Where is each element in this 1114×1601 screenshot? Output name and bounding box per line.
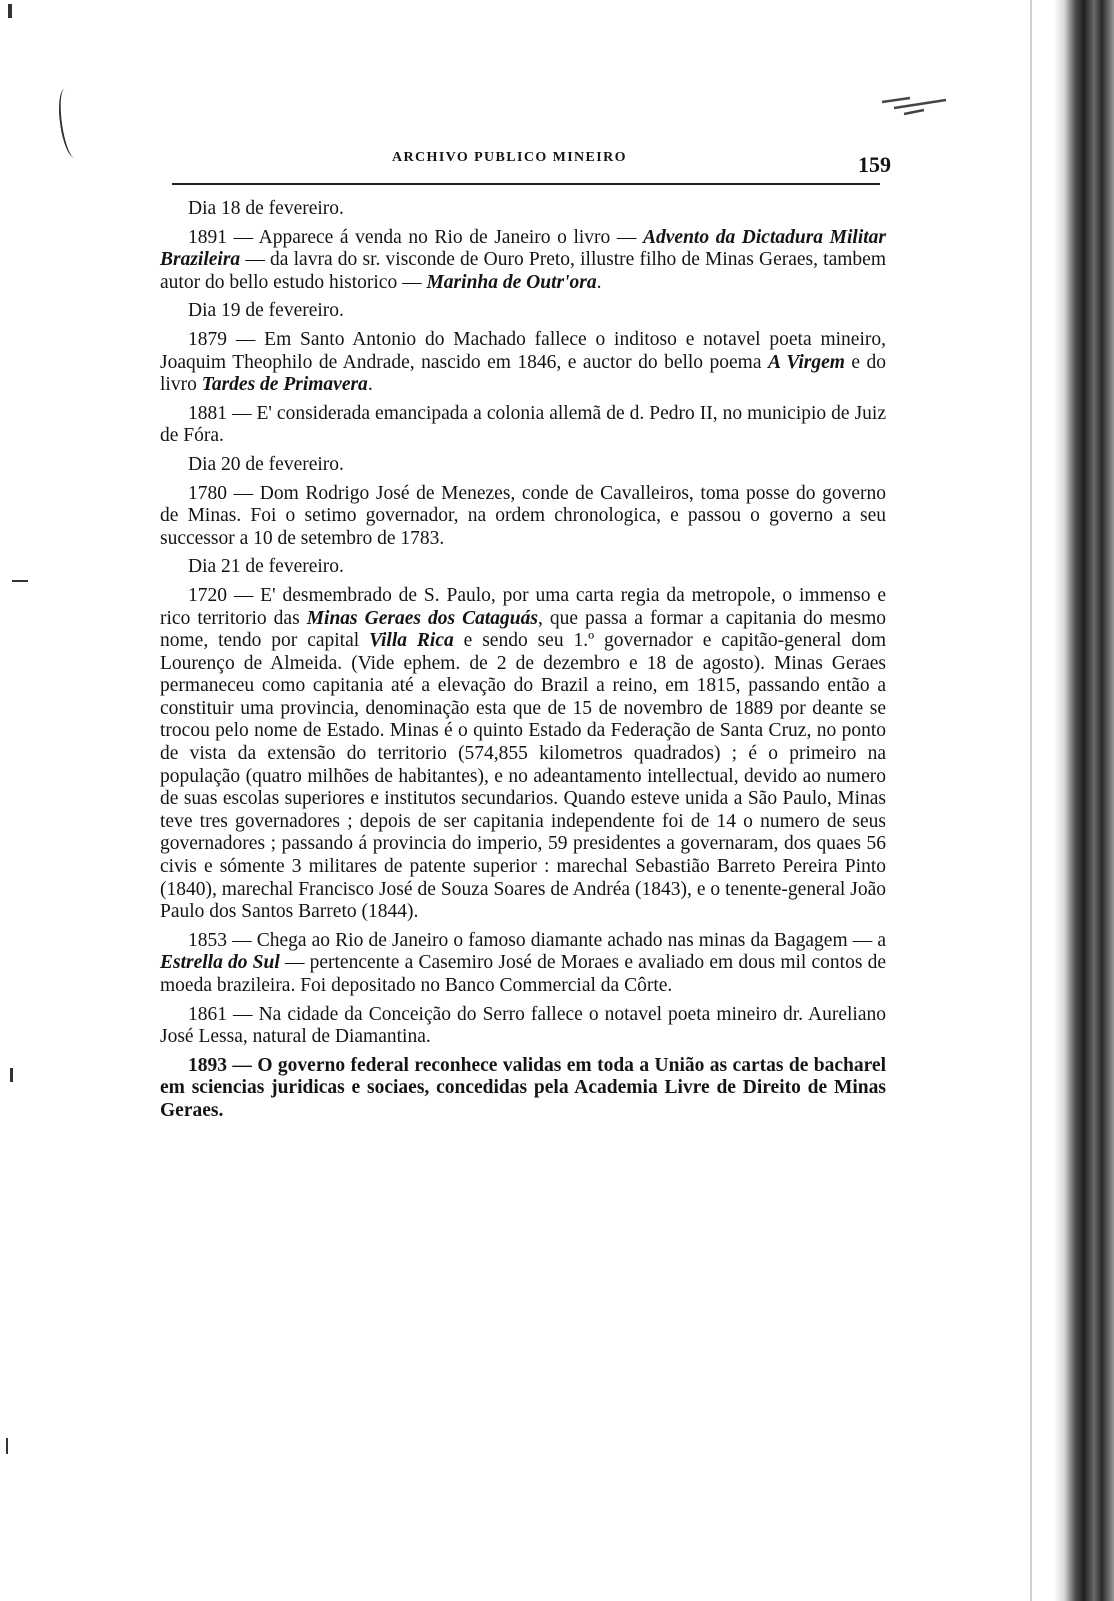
ephemeris-entry: 1879 — Em Santo Antonio do Machado fallece o inditoso e notavel poeta mineiro, Joaquim Theophilo de Andrade, nascido em 1846, e auctor do bello poema A Virgem e do livro Tardes de Primavera.: [160, 328, 887, 396]
ephemeris-entry: 1780 — Dom Rodrigo José de Menezes, conde de Cavalleiros, toma posse do governo de Minas. Foi o setimo governador, na ordem chronologica, e passou o governo a seu successor a 10 de setembro de 1783.: [160, 482, 886, 549]
diamond-name: Estrella do Sul: [160, 952, 280, 974]
gutter-shadow: [1030, 0, 1032, 1601]
book-title: Marinha de Outr'ora: [426, 271, 597, 293]
ephemeris-entry: 1720 — E' desmembrado de S. Paulo, por uma carta regia da metropole, o immenso e rico territorio das Minas Geraes dos Cataguás, que passa a formar a capitania do mesmo nome, tendo por capital Villa Rica e sendo seu 1.º governador e capitão-general dom Lourenço de Almeida. (Vide ephem. de 2 de dezembro e 18 de agosto). Minas Geraes permaneceu como capitania até a elevação do Brazil a reino, em 1815, passando então a constituir uma provincia, denominação esta que de 15 de novembro de 1889 por deante se trocou pelo nome de Estado. Minas é o quinto Estado da Federação de Santa Cruz, no ponto de vista da extensão do territorio (574,855 kilometros quadrados) ; é o primeiro na população (quatro milhões de habitantes), e no adeantamento intellectual, devido ao numero de suas escolas superiores e institutos secundarios. Quando esteve unida a São Paulo, Minas teve tres governadores ; depois de ser capitania independente foi de 14 o numero de seus governadores ; passando á provincia do imperio, 59 presidentes a governaram, dos quaes 56 civis e sómente 3 militares de patente superior : marechal Sebastião Barreto Pereira Pinto (1840), marechal Francisco José de Souza Soares de Andréa (1843), e o tenente-general João Paulo dos Santos Barreto (1844).: [160, 584, 887, 923]
ephemeris-entry: 1881 — E' considerada emancipada a colonia allemã de d. Pedro II, no municipio de Juiz de Fóra.: [160, 402, 886, 447]
ephemeris-entry: 1861 — Na cidade da Conceição do Serro fallece o notavel poeta mineiro dr. Aureliano José Lessa, natural de Diamantina.: [160, 1003, 886, 1048]
book-title: Tardes de Primavera: [201, 374, 368, 396]
day-heading: Dia 21 de fevereiro.: [188, 556, 344, 578]
pencil-mark: [55, 87, 85, 159]
day-heading: Dia 18 de fevereiro.: [188, 198, 344, 219]
margin-speck: [12, 580, 28, 582]
margin-speck: [8, 4, 12, 18]
book-title: A Virgem: [767, 351, 845, 373]
ephemeris-entry: 1891 — Apparece á venda no Rio de Janeiro o livro — Advento da Dictadura Militar Brazileira — da lavra do sr. visconde de Ouro Preto, illustre filho de Minas Geraes, tambem autor do bello estudo historico — Marinha de Outr'ora.: [160, 226, 886, 293]
ephemeris-entry: 1853 — Chega ao Rio de Janeiro o famoso diamante achado nas minas da Bagagem — a Estrella do Sul — pertencente a Casemiro José de Moraes e avaliado em dous mil contos de moeda brazileira. Foi depositado no Banco Commercial da Côrte.: [160, 929, 886, 996]
day-heading: Dia 19 de fevereiro.: [188, 300, 344, 322]
day-heading: Dia 20 de fevereiro.: [188, 453, 344, 475]
place-name: Villa Rica: [369, 630, 454, 652]
book-binding-edge: [1054, 0, 1114, 1601]
book-title: Advento da Dictadura Militar Brazileira: [160, 226, 886, 271]
margin-speck: [6, 1438, 8, 1454]
header-rule: [172, 183, 880, 185]
ephemerides-text: [160, 198, 886, 1129]
margin-speck: [10, 1068, 13, 1082]
running-title: ARCHIVO PUBLICO MINEIRO: [392, 150, 627, 165]
page-number: 159: [858, 152, 891, 177]
ephemeris-entry: 1893 — O governo federal reconhece validas em toda a União as cartas de bacharel em sciencias juridicas e sociaes, concedidas pela Academia Livre de Direito de Minas Geraes.: [160, 1054, 886, 1121]
place-name: Minas Geraes dos Cataguás: [306, 607, 538, 629]
ink-smudge: [880, 88, 950, 122]
